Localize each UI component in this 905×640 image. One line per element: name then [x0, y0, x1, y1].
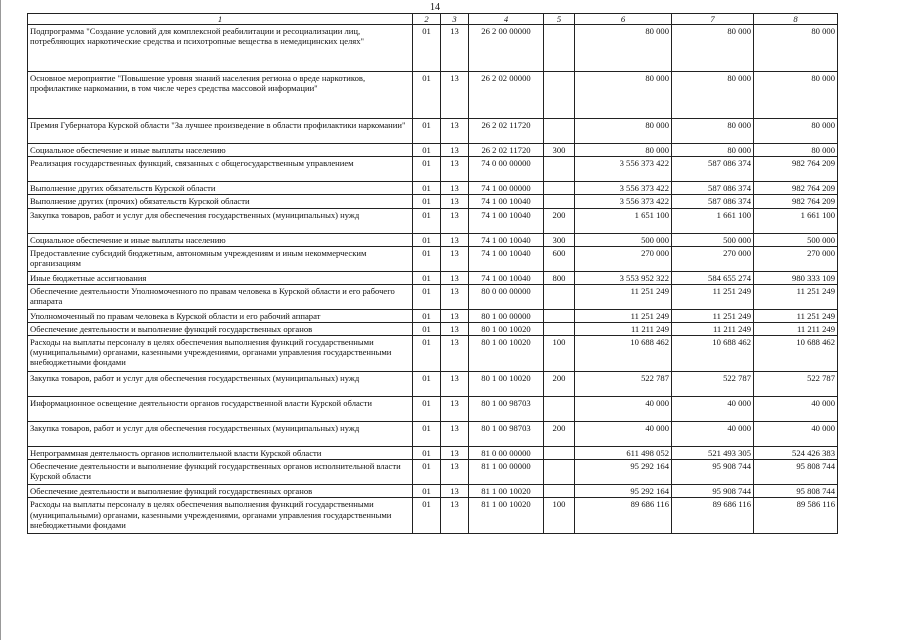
- row-name-cell: Обеспечение деятельности и выполнение функций государственных органов: [28, 322, 413, 335]
- row-name-cell: Подпрограмма "Создание условий для комплексной реабилитации и ресоциализации лиц, потребляющих наркотические средства и психотропные вещества в немедицинских целях": [28, 25, 413, 72]
- target-article-cell: 80 1 00 10020: [469, 372, 544, 397]
- row-name-cell: Выполнение других (прочих) обязательств Курской области: [28, 195, 413, 208]
- table-row: [28, 447, 838, 460]
- amount-year-1-cell: 80 000: [575, 144, 672, 157]
- amount-year-3-cell: 11 251 249: [754, 284, 838, 309]
- amount-year-3-cell: 80 000: [754, 72, 838, 119]
- amount-year-3-cell: 500 000: [754, 233, 838, 246]
- target-article-cell: 80 1 00 10020: [469, 322, 544, 335]
- amount-year-1-cell: 11 211 249: [575, 322, 672, 335]
- section-code-cell: 01: [413, 25, 441, 72]
- amount-year-1-cell: 522 787: [575, 372, 672, 397]
- table-row: [28, 208, 838, 233]
- section-code-cell: 01: [413, 498, 441, 534]
- amount-year-2-cell: 95 908 744: [672, 485, 754, 498]
- target-article-cell: 80 1 00 00000: [469, 309, 544, 322]
- target-article-cell: 74 1 00 00000: [469, 182, 544, 195]
- amount-year-3-cell: 1 661 100: [754, 208, 838, 233]
- subsection-code-cell: 13: [441, 460, 469, 485]
- budget-table: [27, 13, 838, 534]
- amount-year-1-cell: 95 292 164: [575, 460, 672, 485]
- target-article-cell: 26 2 02 00000: [469, 72, 544, 119]
- section-code-cell: 01: [413, 336, 441, 372]
- table-row: [28, 460, 838, 485]
- subsection-code-cell: 13: [441, 422, 469, 447]
- expense-type-cell: 300: [544, 233, 575, 246]
- table-row: [28, 144, 838, 157]
- subsection-code-cell: 13: [441, 397, 469, 422]
- expense-type-cell: 300: [544, 144, 575, 157]
- amount-year-1-cell: 40 000: [575, 397, 672, 422]
- expense-type-cell: [544, 447, 575, 460]
- section-code-cell: 01: [413, 246, 441, 271]
- section-code-cell: 01: [413, 157, 441, 182]
- amount-year-1-cell: 3 556 373 422: [575, 157, 672, 182]
- section-code-cell: 01: [413, 422, 441, 447]
- amount-year-2-cell: 500 000: [672, 233, 754, 246]
- subsection-code-cell: 13: [441, 182, 469, 195]
- expense-type-cell: 800: [544, 271, 575, 284]
- expense-type-cell: [544, 195, 575, 208]
- row-name-cell: Непрограммная деятельность органов исполнительной власти Курской области: [28, 447, 413, 460]
- amount-year-1-cell: 11 251 249: [575, 284, 672, 309]
- subsection-code-cell: 13: [441, 372, 469, 397]
- table-header-row: [28, 14, 838, 25]
- amount-year-1-cell: 40 000: [575, 422, 672, 447]
- page-left-edge: [0, 0, 1, 640]
- expense-type-cell: 200: [544, 208, 575, 233]
- table-row: [28, 322, 838, 335]
- row-name-cell: Обеспечение деятельности и выполнение функций государственных органов исполнительной власти Курской области: [28, 460, 413, 485]
- amount-year-1-cell: 3 553 952 322: [575, 271, 672, 284]
- amount-year-2-cell: 11 251 249: [672, 309, 754, 322]
- header-col-1: 1: [28, 14, 413, 25]
- amount-year-2-cell: 80 000: [672, 72, 754, 119]
- amount-year-3-cell: 980 333 109: [754, 271, 838, 284]
- amount-year-2-cell: 1 661 100: [672, 208, 754, 233]
- section-code-cell: 01: [413, 322, 441, 335]
- target-article-cell: 74 1 00 10040: [469, 195, 544, 208]
- section-code-cell: 01: [413, 397, 441, 422]
- row-name-cell: Закупка товаров, работ и услуг для обеспечения государственных (муниципальных) нужд: [28, 208, 413, 233]
- subsection-code-cell: 13: [441, 271, 469, 284]
- table-row: [28, 72, 838, 119]
- table-row: [28, 372, 838, 397]
- subsection-code-cell: 13: [441, 119, 469, 144]
- expense-type-cell: 200: [544, 422, 575, 447]
- expense-type-cell: [544, 25, 575, 72]
- table-row: [28, 195, 838, 208]
- expense-type-cell: 100: [544, 336, 575, 372]
- table-row: [28, 397, 838, 422]
- table-row: [28, 246, 838, 271]
- expense-type-cell: [544, 485, 575, 498]
- subsection-code-cell: 13: [441, 233, 469, 246]
- expense-type-cell: 600: [544, 246, 575, 271]
- target-article-cell: 74 0 00 00000: [469, 157, 544, 182]
- amount-year-2-cell: 584 655 274: [672, 271, 754, 284]
- target-article-cell: 74 1 00 10040: [469, 246, 544, 271]
- table-row: [28, 271, 838, 284]
- section-code-cell: 01: [413, 233, 441, 246]
- amount-year-3-cell: 89 586 116: [754, 498, 838, 534]
- row-name-cell: Обеспечение деятельности Уполномоченного по правам человека в Курской области и его рабочего аппарата: [28, 284, 413, 309]
- row-name-cell: Расходы на выплаты персоналу в целях обеспечения выполнения функций государственными (муниципальными) органами, казенными учреждениями, органами управления государственными внебюджетными фондами: [28, 498, 413, 534]
- subsection-code-cell: 13: [441, 336, 469, 372]
- section-code-cell: 01: [413, 372, 441, 397]
- target-article-cell: 81 1 00 00000: [469, 460, 544, 485]
- amount-year-2-cell: 89 686 116: [672, 498, 754, 534]
- section-code-cell: 01: [413, 284, 441, 309]
- amount-year-3-cell: 95 808 744: [754, 485, 838, 498]
- amount-year-1-cell: 3 556 373 422: [575, 195, 672, 208]
- amount-year-2-cell: 80 000: [672, 144, 754, 157]
- amount-year-2-cell: 80 000: [672, 25, 754, 72]
- row-name-cell: Основное мероприятие "Повышение уровня знаний населения региона о вреде наркотиков, профилактике наркомании, в том числе через средства массовой информации": [28, 72, 413, 119]
- amount-year-2-cell: 10 688 462: [672, 336, 754, 372]
- amount-year-2-cell: 587 086 374: [672, 195, 754, 208]
- amount-year-2-cell: 587 086 374: [672, 182, 754, 195]
- table-row: [28, 182, 838, 195]
- amount-year-3-cell: 522 787: [754, 372, 838, 397]
- amount-year-3-cell: 80 000: [754, 25, 838, 72]
- amount-year-1-cell: 611 498 052: [575, 447, 672, 460]
- amount-year-1-cell: 80 000: [575, 25, 672, 72]
- header-col-2: 2: [413, 14, 441, 25]
- table-row: [28, 233, 838, 246]
- subsection-code-cell: 13: [441, 498, 469, 534]
- amount-year-3-cell: 10 688 462: [754, 336, 838, 372]
- section-code-cell: 01: [413, 72, 441, 119]
- amount-year-2-cell: 522 787: [672, 372, 754, 397]
- subsection-code-cell: 13: [441, 195, 469, 208]
- amount-year-3-cell: 270 000: [754, 246, 838, 271]
- row-name-cell: Предоставление субсидий бюджетным, автономным учреждениям и иным некоммерческим организациям: [28, 246, 413, 271]
- table-row: [28, 309, 838, 322]
- target-article-cell: 81 0 00 00000: [469, 447, 544, 460]
- amount-year-1-cell: 80 000: [575, 119, 672, 144]
- section-code-cell: 01: [413, 195, 441, 208]
- section-code-cell: 01: [413, 182, 441, 195]
- amount-year-1-cell: 95 292 164: [575, 485, 672, 498]
- target-article-cell: 81 1 00 10020: [469, 498, 544, 534]
- table-row: [28, 422, 838, 447]
- subsection-code-cell: 13: [441, 72, 469, 119]
- subsection-code-cell: 13: [441, 309, 469, 322]
- table-row: [28, 157, 838, 182]
- row-name-cell: Социальное обеспечение и иные выплаты населению: [28, 144, 413, 157]
- amount-year-3-cell: 80 000: [754, 119, 838, 144]
- table-row: [28, 336, 838, 372]
- subsection-code-cell: 13: [441, 144, 469, 157]
- header-col-8: 8: [754, 14, 838, 25]
- header-col-5: 5: [544, 14, 575, 25]
- expense-type-cell: [544, 157, 575, 182]
- row-name-cell: Закупка товаров, работ и услуг для обеспечения государственных (муниципальных) нужд: [28, 422, 413, 447]
- target-article-cell: 26 2 02 11720: [469, 119, 544, 144]
- expense-type-cell: [544, 182, 575, 195]
- amount-year-2-cell: 270 000: [672, 246, 754, 271]
- amount-year-3-cell: 40 000: [754, 422, 838, 447]
- row-name-cell: Социальное обеспечение и иные выплаты населению: [28, 233, 413, 246]
- amount-year-1-cell: 3 556 373 422: [575, 182, 672, 195]
- table-row: [28, 25, 838, 72]
- section-code-cell: 01: [413, 460, 441, 485]
- amount-year-2-cell: 95 908 744: [672, 460, 754, 485]
- expense-type-cell: [544, 119, 575, 144]
- amount-year-3-cell: 95 808 744: [754, 460, 838, 485]
- row-name-cell: Информационное освещение деятельности органов государственной власти Курской области: [28, 397, 413, 422]
- row-name-cell: Расходы на выплаты персоналу в целях обеспечения выполнения функций государственными (муниципальными) органами, казенными учреждениями, органами управления государственными внебюджетными фондами: [28, 336, 413, 372]
- amount-year-3-cell: 11 211 249: [754, 322, 838, 335]
- section-code-cell: 01: [413, 144, 441, 157]
- target-article-cell: 80 0 00 00000: [469, 284, 544, 309]
- target-article-cell: 80 1 00 98703: [469, 397, 544, 422]
- subsection-code-cell: 13: [441, 485, 469, 498]
- subsection-code-cell: 13: [441, 157, 469, 182]
- header-col-4: 4: [469, 14, 544, 25]
- header-col-3: 3: [441, 14, 469, 25]
- expense-type-cell: [544, 309, 575, 322]
- expense-type-cell: [544, 72, 575, 119]
- expense-type-cell: 200: [544, 372, 575, 397]
- amount-year-2-cell: 40 000: [672, 422, 754, 447]
- amount-year-2-cell: 521 493 305: [672, 447, 754, 460]
- section-code-cell: 01: [413, 309, 441, 322]
- table-row: [28, 284, 838, 309]
- target-article-cell: 74 1 00 10040: [469, 271, 544, 284]
- expense-type-cell: [544, 397, 575, 422]
- amount-year-2-cell: 11 211 249: [672, 322, 754, 335]
- amount-year-3-cell: 11 251 249: [754, 309, 838, 322]
- table-row: [28, 119, 838, 144]
- subsection-code-cell: 13: [441, 208, 469, 233]
- amount-year-1-cell: 80 000: [575, 72, 672, 119]
- row-name-cell: Закупка товаров, работ и услуг для обеспечения государственных (муниципальных) нужд: [28, 372, 413, 397]
- target-article-cell: 74 1 00 10040: [469, 208, 544, 233]
- amount-year-3-cell: 982 764 209: [754, 195, 838, 208]
- row-name-cell: Иные бюджетные ассигнования: [28, 271, 413, 284]
- amount-year-1-cell: 270 000: [575, 246, 672, 271]
- header-col-6: 6: [575, 14, 672, 25]
- expense-type-cell: [544, 322, 575, 335]
- amount-year-1-cell: 500 000: [575, 233, 672, 246]
- amount-year-2-cell: 587 086 374: [672, 157, 754, 182]
- subsection-code-cell: 13: [441, 322, 469, 335]
- expense-type-cell: 100: [544, 498, 575, 534]
- expense-type-cell: [544, 284, 575, 309]
- amount-year-1-cell: 89 686 116: [575, 498, 672, 534]
- section-code-cell: 01: [413, 119, 441, 144]
- section-code-cell: 01: [413, 208, 441, 233]
- amount-year-3-cell: 40 000: [754, 397, 838, 422]
- expense-type-cell: [544, 460, 575, 485]
- header-col-7: 7: [672, 14, 754, 25]
- amount-year-3-cell: 524 426 383: [754, 447, 838, 460]
- row-name-cell: Обеспечение деятельности и выполнение функций государственных органов: [28, 485, 413, 498]
- amount-year-1-cell: 11 251 249: [575, 309, 672, 322]
- row-name-cell: Премия Губернатора Курской области "За лучшее произведение в области профилактики наркомании": [28, 119, 413, 144]
- section-code-cell: 01: [413, 447, 441, 460]
- subsection-code-cell: 13: [441, 447, 469, 460]
- table-row: [28, 485, 838, 498]
- target-article-cell: 26 2 02 11720: [469, 144, 544, 157]
- amount-year-1-cell: 1 651 100: [575, 208, 672, 233]
- amount-year-1-cell: 10 688 462: [575, 336, 672, 372]
- target-article-cell: 81 1 00 10020: [469, 485, 544, 498]
- row-name-cell: Реализация государственных функций, связанных с общегосударственным управлением: [28, 157, 413, 182]
- subsection-code-cell: 13: [441, 246, 469, 271]
- target-article-cell: 74 1 00 10040: [469, 233, 544, 246]
- table-row: [28, 498, 838, 534]
- amount-year-3-cell: 80 000: [754, 144, 838, 157]
- section-code-cell: 01: [413, 485, 441, 498]
- target-article-cell: 80 1 00 98703: [469, 422, 544, 447]
- target-article-cell: 80 1 00 10020: [469, 336, 544, 372]
- amount-year-3-cell: 982 764 209: [754, 182, 838, 195]
- amount-year-2-cell: 11 251 249: [672, 284, 754, 309]
- subsection-code-cell: 13: [441, 25, 469, 72]
- section-code-cell: 01: [413, 271, 441, 284]
- amount-year-2-cell: 40 000: [672, 397, 754, 422]
- row-name-cell: Уполномоченный по правам человека в Курской области и его рабочий аппарат: [28, 309, 413, 322]
- target-article-cell: 26 2 00 00000: [469, 25, 544, 72]
- row-name-cell: Выполнение других обязательств Курской области: [28, 182, 413, 195]
- page-number: 14: [430, 2, 440, 13]
- amount-year-2-cell: 80 000: [672, 119, 754, 144]
- amount-year-3-cell: 982 764 209: [754, 157, 838, 182]
- subsection-code-cell: 13: [441, 284, 469, 309]
